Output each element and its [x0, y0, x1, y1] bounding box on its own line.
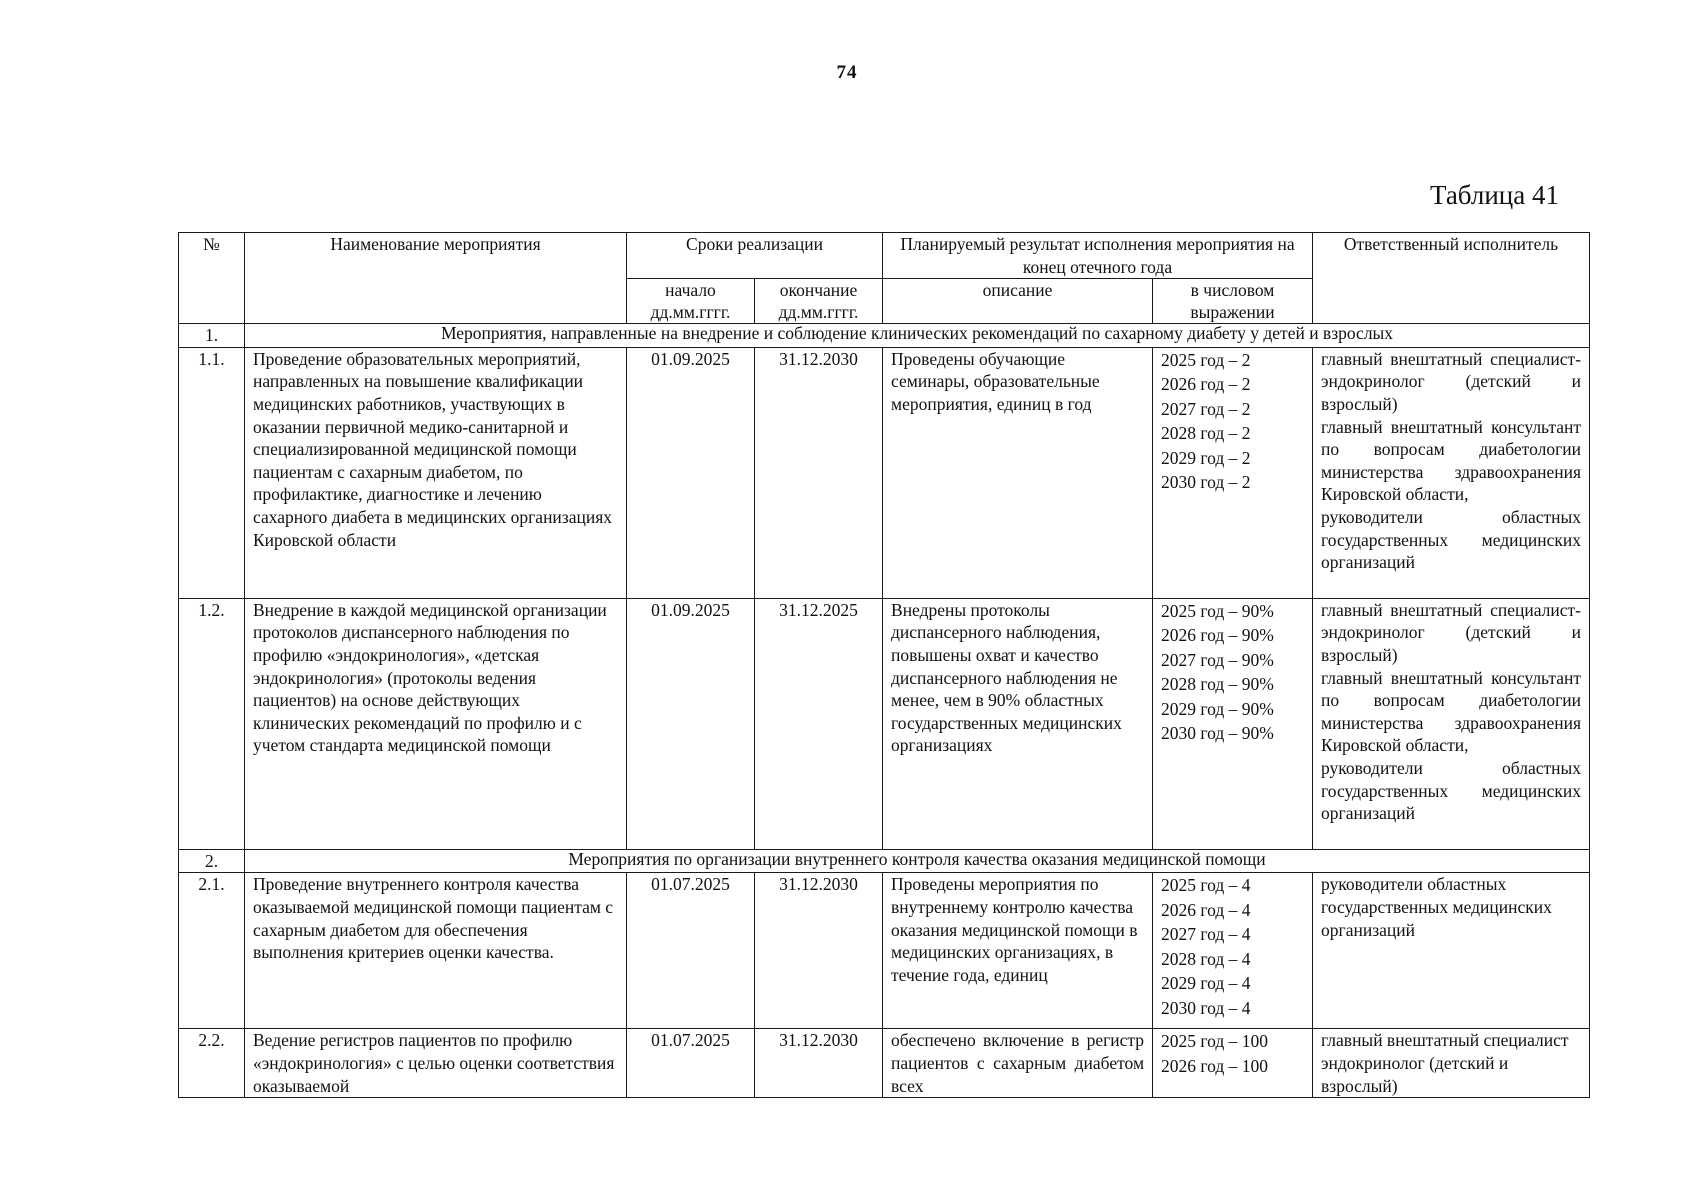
result-values — [1153, 1029, 1313, 1098]
result-description: обеспечено включение в регистр пациентов с сахарным диабетом всех — [883, 1029, 1153, 1098]
end-date: 31.12.2030 — [755, 347, 883, 598]
responsible-executor — [1313, 598, 1590, 849]
result-description: Внедрены протоколы диспансерного наблюдения, повышены охват и качество диспансерного наблюдения не менее, чем в 90% областных государственных медицинских организациях — [883, 598, 1153, 849]
start-date: 01.09.2025 — [627, 347, 755, 598]
measure-name: Проведение образовательных мероприятий, направленных на повышение квалификации медицинских работников, участвующих в оказании первичной медико-санитарной и специализированной медицинской помощи пациентам с сахарным диабетом, по профилактике, диагностике и лечению сахарного диабета в медицинских организациях Кировской области — [245, 347, 627, 598]
measure-name: Внедрение в каждой медицинской организации протоколов диспансерного наблюдения по профилю «эндокринология», «детская эндокринология» (протоколы ведения пациентов) на основе действующих клинических рекомендаций по профилю и с учетом стандарта медицинской помощи — [245, 598, 627, 849]
value-line: 2027 год – 4 — [1161, 924, 1251, 945]
value-line: 2030 год – 4 — [1161, 997, 1251, 1018]
value-line: 2026 год – 90% — [1161, 625, 1274, 646]
header-end: окончание дд.мм.гггг. — [755, 279, 883, 324]
result-values — [1153, 873, 1313, 1029]
start-date: 01.09.2025 — [627, 598, 755, 849]
responsible-line: руководители областных государственных медицинских организаций — [1321, 757, 1582, 824]
value-line: 2028 год – 90% — [1161, 674, 1274, 695]
section-title: Мероприятия, направленные на внедрение и соблюдение клинических рекомендаций по сахарному диабету у детей и взрослых — [245, 324, 1590, 348]
measures-table — [178, 232, 1590, 1098]
page-number: 74 — [836, 62, 858, 83]
header-name: Наименование мероприятия — [245, 233, 627, 324]
responsible-line: руководители областных государственных медицинских организаций — [1321, 874, 1552, 940]
result-description: Проведены мероприятия по внутреннему контролю качества оказания медицинской помощи в медицинских организациях, в течение года, единиц — [883, 873, 1153, 1029]
responsible-line: главный внештатный консультант по вопросам диабетологии министерства здравоохранения Кировской области, — [1321, 416, 1582, 505]
measure-name: Ведение регистров пациентов по профилю «эндокринология» с целью оценки соответствия оказываемой — [245, 1029, 627, 1098]
responsible-line: руководители областных государственных медицинских организаций — [1321, 506, 1582, 573]
responsible-executor — [1313, 347, 1590, 598]
header-responsible: Ответственный исполнитель — [1313, 233, 1590, 324]
value-line: 2026 год – 4 — [1161, 899, 1251, 920]
table-row — [179, 598, 1590, 849]
responsible-line: главный внештатный консультант по вопросам диабетологии министерства здравоохранения Кировской области, — [1321, 667, 1582, 756]
value-line: 2030 год – 90% — [1161, 723, 1274, 744]
value-line: 2025 год – 4 — [1161, 875, 1251, 896]
value-line: 2026 год – 100 — [1161, 1055, 1269, 1076]
header-terms: Сроки реализации — [627, 233, 883, 279]
section-number: 2. — [179, 849, 245, 873]
measure-name: Проведение внутреннего контроля качества оказываемой медицинской помощи пациентам с сахарным диабетом для обеспечения выполнения критериев оценки качества. — [245, 873, 627, 1029]
value-line: 2027 год – 90% — [1161, 649, 1274, 670]
value-line: 2030 год – 2 — [1161, 472, 1251, 493]
value-line: 2026 год – 2 — [1161, 374, 1251, 395]
header-description: описание — [883, 279, 1153, 324]
row-number: 1.2. — [179, 598, 245, 849]
header-result: Планируемый результат исполнения мероприятия на конец отечного года — [883, 233, 1313, 279]
table-row — [179, 347, 1590, 598]
section-row — [179, 849, 1590, 873]
result-values — [1153, 347, 1313, 598]
value-line: 2025 год – 100 — [1161, 1031, 1269, 1052]
value-line: 2028 год – 4 — [1161, 948, 1251, 969]
responsible-executor — [1313, 873, 1590, 1029]
start-date: 01.07.2025 — [627, 1029, 755, 1098]
start-date: 01.07.2025 — [627, 873, 755, 1029]
end-date: 31.12.2025 — [755, 598, 883, 849]
responsible-line: главный внештатный специалист-эндокринолог (детский и взрослый) — [1321, 348, 1582, 414]
end-date: 31.12.2030 — [755, 1029, 883, 1098]
responsible-line: главный внештатный специалист-эндокринолог (детский и взрослый) — [1321, 599, 1582, 665]
value-line: 2025 год – 2 — [1161, 349, 1251, 370]
end-date: 31.12.2030 — [755, 873, 883, 1029]
value-line: 2028 год – 2 — [1161, 423, 1251, 444]
table-row — [179, 1029, 1590, 1098]
value-line: 2029 год – 2 — [1161, 447, 1251, 468]
row-number: 2.2. — [179, 1029, 245, 1098]
header-numeric: в числовом выражении — [1153, 279, 1313, 324]
section-number: 1. — [179, 324, 245, 348]
row-number: 2.1. — [179, 873, 245, 1029]
table-row — [179, 873, 1590, 1029]
responsible-line: главный внештатный специалист эндокринолог (детский и взрослый) — [1321, 1030, 1569, 1096]
table-caption: Таблица 41 — [1430, 180, 1559, 210]
section-row — [179, 324, 1590, 348]
section-title: Мероприятия по организации внутреннего контроля качества оказания медицинской помощи — [245, 849, 1590, 873]
result-description: Проведены обучающие семинары, образовательные мероприятия, единиц в год — [883, 347, 1153, 598]
value-line: 2029 год – 4 — [1161, 973, 1251, 994]
header-num: № — [179, 233, 245, 324]
row-number: 1.1. — [179, 347, 245, 598]
value-line: 2027 год – 2 — [1161, 398, 1251, 419]
header-start: начало дд.мм.гггг. — [627, 279, 755, 324]
result-values — [1153, 598, 1313, 849]
value-line: 2029 год – 90% — [1161, 698, 1274, 719]
value-line: 2025 год – 90% — [1161, 600, 1274, 621]
responsible-executor — [1313, 1029, 1590, 1098]
